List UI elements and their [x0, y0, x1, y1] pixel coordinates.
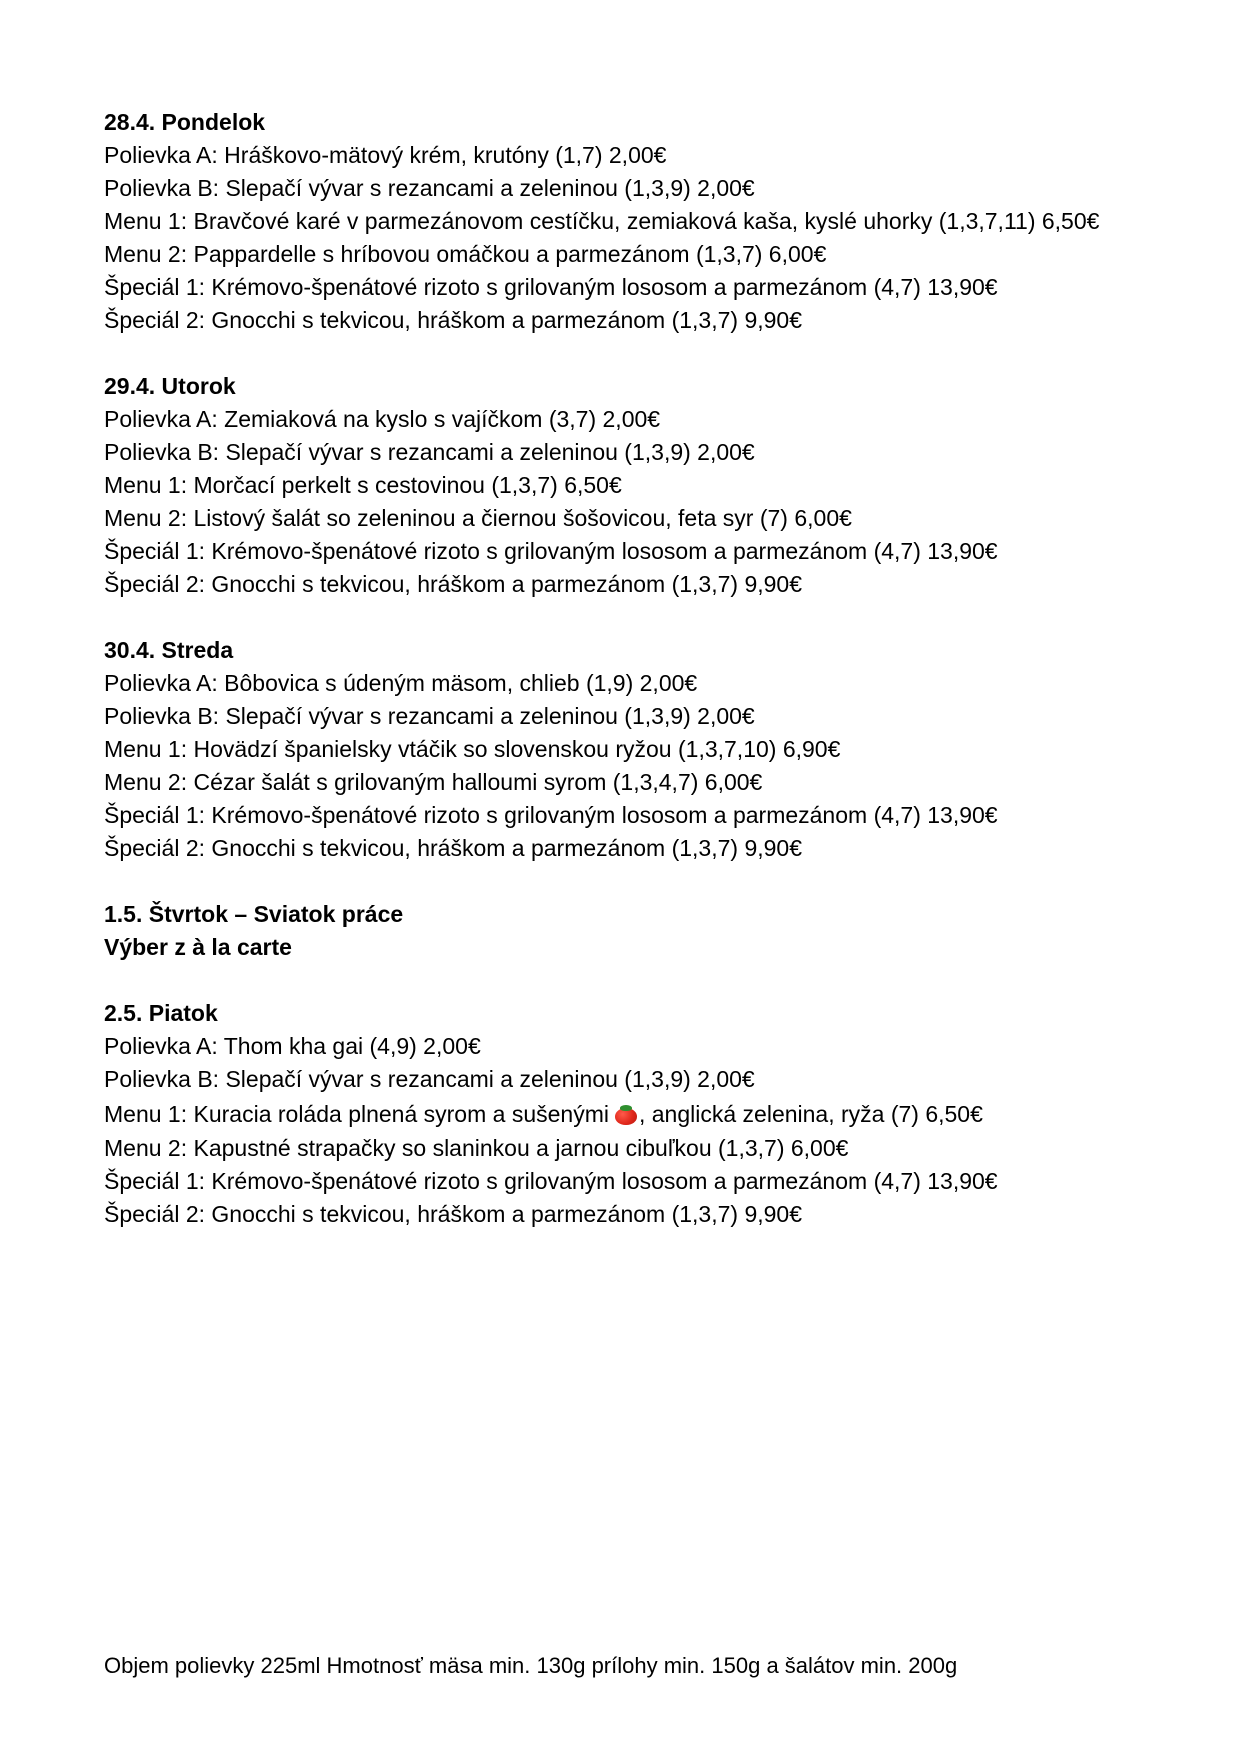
menu-item-text-end: , anglická zelenina, ryža (7) 6,50€ — [638, 1101, 983, 1127]
menu-item: Menu 2: Kapustné strapačky so slaninkou a jarnou cibuľkou (1,3,7) 6,00€ — [104, 1135, 849, 1161]
menu-item: Polievka A: Hráškovo-mätový krém, krutóny (1,7) 2,00€ — [104, 142, 667, 168]
menu-page — [104, 106, 1224, 1264]
menu-item: Špeciál 1: Krémovo-špenátové rizoto s grilovaným lososom a parmezánom (4,7) 13,90€ — [104, 1168, 998, 1194]
menu-item: Menu 1: Morčací perkelt s cestovinou (1,3,7) 6,50€ — [104, 472, 622, 498]
day-monday — [104, 106, 1224, 337]
menu-item: Polievka A: Zemiaková na kyslo s vajíčkom (3,7) 2,00€ — [104, 406, 661, 432]
menu-item-with-icon — [104, 1096, 1224, 1132]
day-thursday-holiday — [104, 898, 1224, 964]
menu-item: Polievka B: Slepačí vývar s rezancami a zeleninou (1,3,9) 2,00€ — [104, 439, 755, 465]
menu-item: Polievka B: Slepačí vývar s rezancami a zeleninou (1,3,9) 2,00€ — [104, 1066, 755, 1092]
day-tuesday — [104, 370, 1224, 601]
menu-item: Polievka B: Slepačí vývar s rezancami a zeleninou (1,3,9) 2,00€ — [104, 703, 755, 729]
menu-item: Špeciál 2: Gnocchi s tekvicou, hráškom a parmezánom (1,3,7) 9,90€ — [104, 1201, 803, 1227]
menu-item: Polievka A: Thom kha gai (4,9) 2,00€ — [104, 1033, 481, 1059]
menu-item: Polievka A: Bôbovica s údeným mäsom, chlieb (1,9) 2,00€ — [104, 670, 698, 696]
day-friday — [104, 997, 1224, 1231]
menu-item: Špeciál 1: Krémovo-špenátové rizoto s grilovaným lososom a parmezánom (4,7) 13,90€ — [104, 538, 998, 564]
menu-item: Menu 2: Cézar šalát s grilovaným halloumi syrom (1,3,4,7) 6,00€ — [104, 769, 763, 795]
menu-item: Špeciál 1: Krémovo-špenátové rizoto s grilovaným lososom a parmezánom (4,7) 13,90€ — [104, 802, 998, 828]
day-wednesday — [104, 634, 1224, 865]
menu-item: Menu 1: Hovädzí španielsky vtáčik so slovenskou ryžou (1,3,7,10) 6,90€ — [104, 736, 841, 762]
menu-item: Menu 1: Bravčové karé v parmezánovom cestíčku, zemiaková kaša, kyslé uhorky (1,3,7,11) 6,50€ — [104, 208, 1100, 234]
day-heading: 1.5. Štvrtok – Sviatok práce — [104, 901, 404, 927]
day-heading: 29.4. Utorok — [104, 373, 236, 399]
menu-item: Špeciál 2: Gnocchi s tekvicou, hráškom a parmezánom (1,3,7) 9,90€ — [104, 307, 803, 333]
menu-item: Menu 2: Pappardelle s hríbovou omáčkou a parmezánom (1,3,7) 6,00€ — [104, 241, 827, 267]
day-heading: 30.4. Streda — [104, 637, 234, 663]
holiday-note: Výber z à la carte — [104, 934, 292, 960]
menu-item: Špeciál 2: Gnocchi s tekvicou, hráškom a parmezánom (1,3,7) 9,90€ — [104, 571, 803, 597]
portion-info-footer: Objem polievky 225ml Hmotnosť mäsa min. 130g prílohy min. 150g a šalátov min. 200g — [104, 1653, 958, 1678]
menu-item: Polievka B: Slepačí vývar s rezancami a zeleninou (1,3,9) 2,00€ — [104, 175, 755, 201]
day-heading: 2.5. Piatok — [104, 1000, 218, 1026]
menu-item: Špeciál 2: Gnocchi s tekvicou, hráškom a parmezánom (1,3,7) 9,90€ — [104, 835, 803, 861]
day-heading: 28.4. Pondelok — [104, 109, 266, 135]
tomato-icon — [615, 1105, 637, 1125]
menu-item: Špeciál 1: Krémovo-špenátové rizoto s grilovaným lososom a parmezánom (4,7) 13,90€ — [104, 274, 998, 300]
menu-item: Menu 2: Listový šalát so zeleninou a čiernou šošovicou, feta syr (7) 6,00€ — [104, 505, 852, 531]
menu-item-text-start: Menu 1: Kuracia roláda plnená syrom a sušenými — [104, 1101, 609, 1127]
